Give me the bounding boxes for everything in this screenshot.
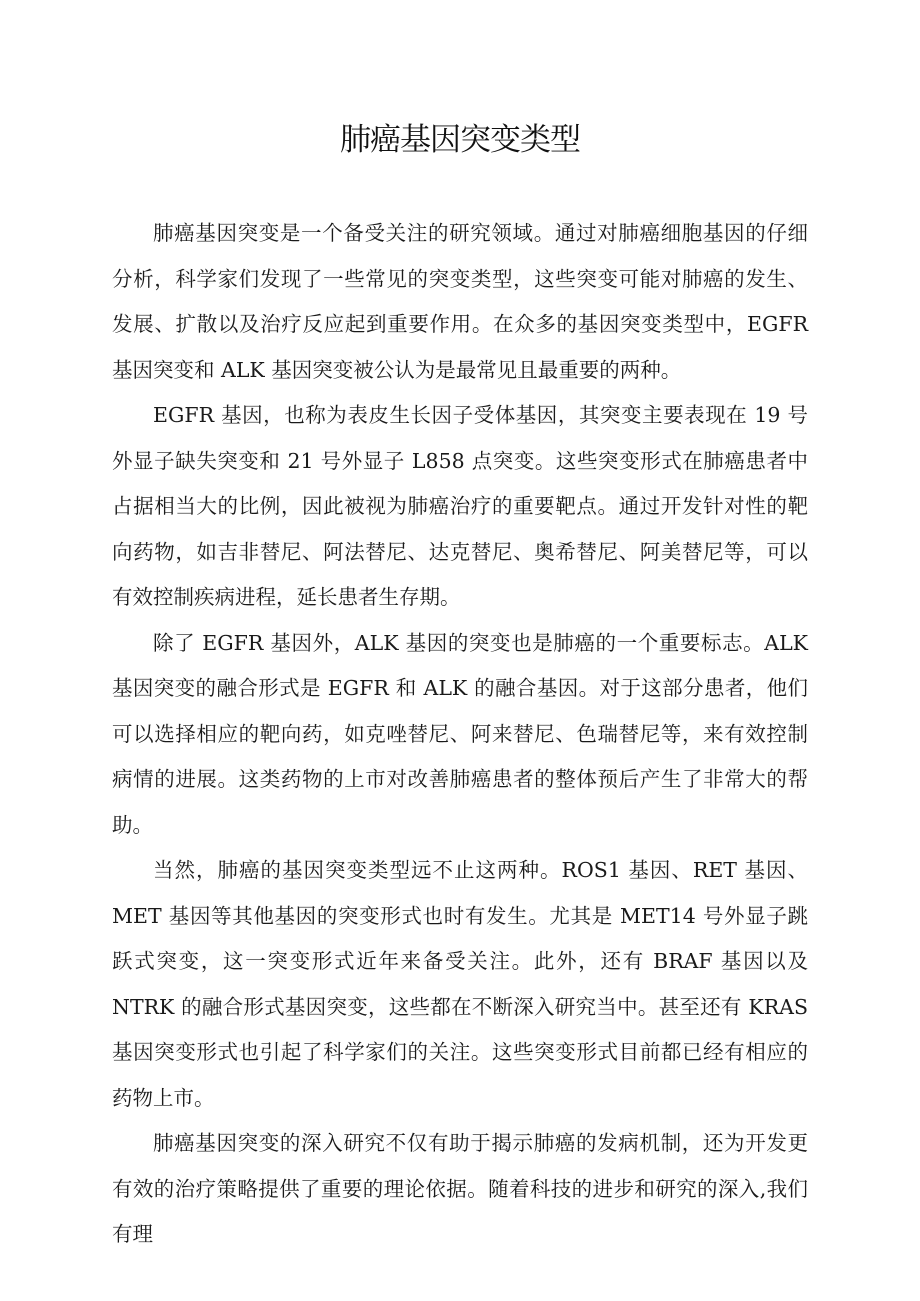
paragraph-1: 肺癌基因突变是一个备受关注的研究领域。通过对肺癌细胞基因的仔细分析，科学家们发现了一些常见的突变类型，这些突变可能对肺癌的发生、发展、扩散以及治疗反应起到重要作用。在众多的基因突变类型中，EGFR 基因突变和 ALK 基因突变被公认为是最常见且最重要的两种。 bbox=[112, 221, 808, 382]
document-title: 肺癌基因突变类型 bbox=[340, 122, 580, 158]
paragraph-4: 当然，肺癌的基因突变类型远不止这两种。ROS1 基因、RET 基因、MET 基因等其他基因的突变形式也时有发生。尤其是 MET14 号外显子跳跃式突变，这一突变形式近年来备受关注。此外，还有 BRAF 基因以及 NTRK 的融合形式基因突变，这些都在不断深入研究当中。甚至还有 KRAS 基因突变形式也引起了科学家们的关注。这些突变形式目前都已经有相应的药物上市。 bbox=[112, 858, 808, 1110]
document-body bbox=[112, 211, 808, 1258]
paragraph-5: 肺癌基因突变的深入研究不仅有助于揭示肺癌的发病机制，还为开发更有效的治疗策略提供了重要的理论依据。随着科技的进步和研究的深入,我们有理 bbox=[112, 1131, 808, 1246]
paragraph-3: 除了 EGFR 基因外，ALK 基因的突变也是肺癌的一个重要标志。ALK 基因突变的融合形式是 EGFR 和 ALK 的融合基因。对于这部分患者，他们可以选择相应的靶向药，如克唑替尼、阿来替尼、色瑞替尼等，来有效控制病情的进展。这类药物的上市对改善肺癌患者的整体预后产生了非常大的帮助。 bbox=[112, 630, 808, 837]
paragraph-2: EGFR 基因，也称为表皮生长因子受体基因，其突变主要表现在 19 号外显子缺失突变和 21 号外显子 L858 点突变。这些突变形式在肺癌患者中占据相当大的比例，因此被视为肺癌治疗的重要靶点。通过开发针对性的靶向药物，如吉非替尼、阿法替尼、达克替尼、奥希替尼、阿美替尼等，可以有效控制疾病进程，延长患者生存期。 bbox=[112, 403, 808, 609]
